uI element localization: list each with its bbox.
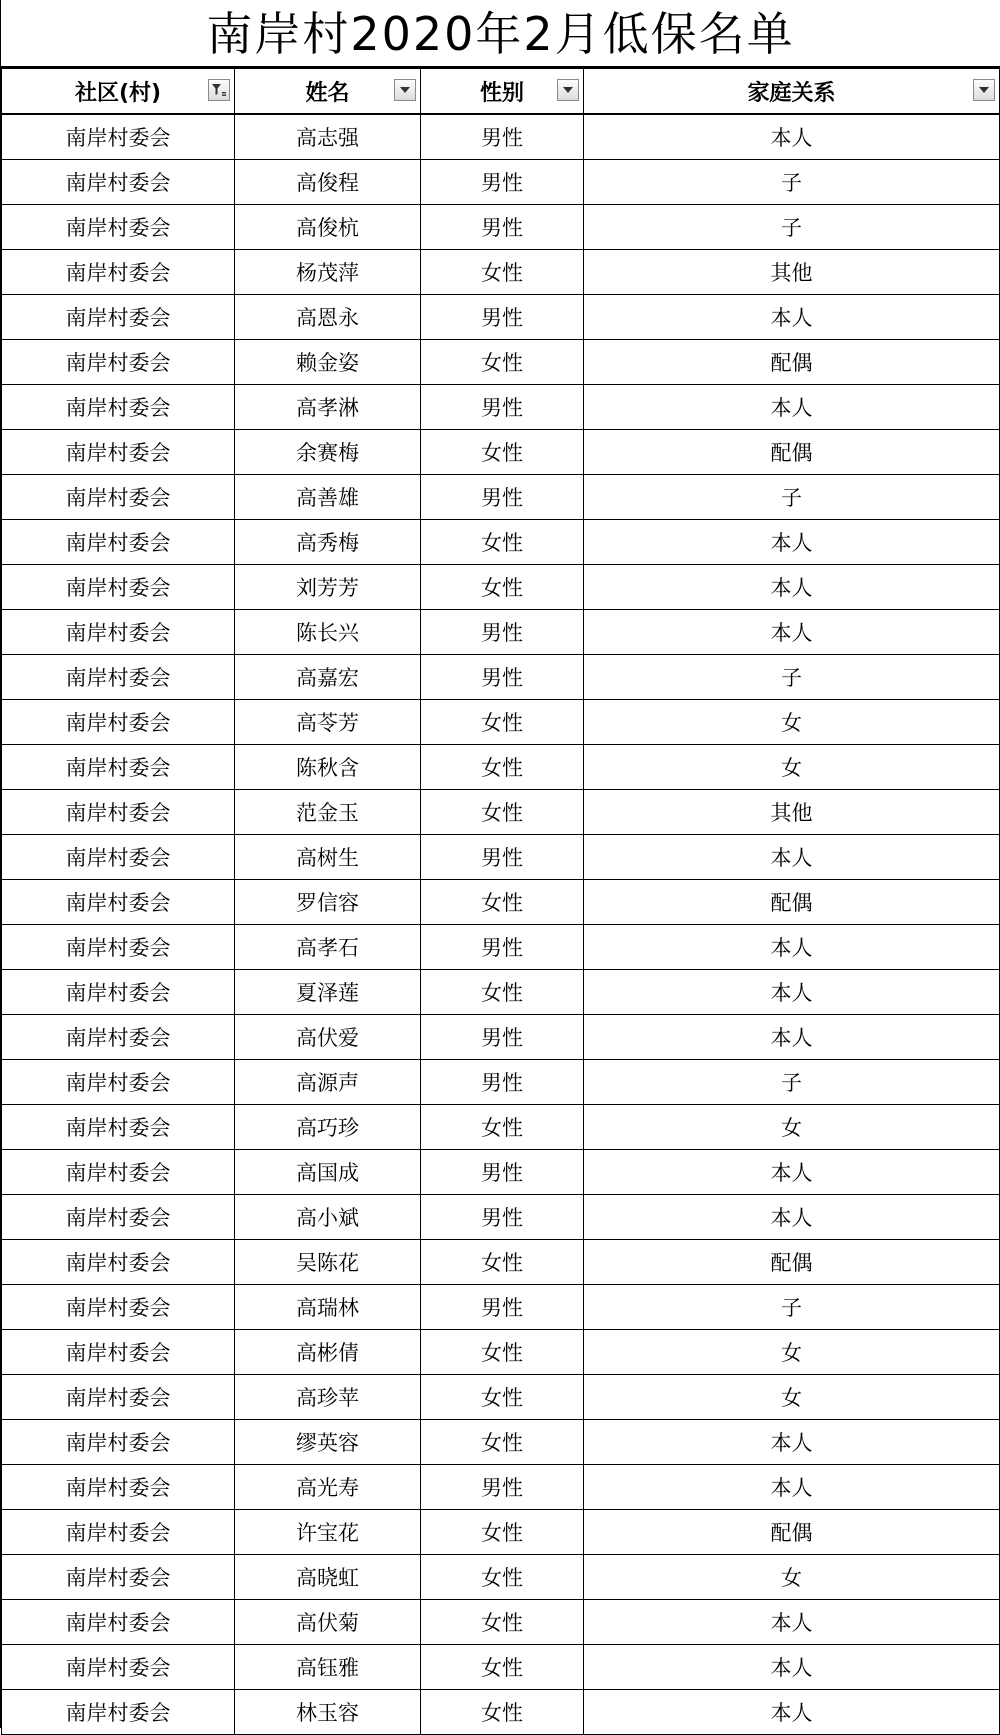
cell-gender[interactable]: 女性 [421,565,584,610]
cell-name[interactable]: 高恩永 [235,295,421,340]
table-row [2,385,1000,430]
column-header-label: 家庭关系 [747,80,836,106]
cell-gender[interactable]: 女性 [421,340,584,385]
cell-community[interactable]: 南岸村委会 [2,475,235,520]
cell-name[interactable]: 高伏菊 [235,1600,421,1645]
cell-gender[interactable]: 女性 [421,745,584,790]
cell-community[interactable]: 南岸村委会 [2,340,235,385]
cell-gender[interactable]: 女性 [421,880,584,925]
column-header-gender [421,69,584,115]
cell-relation[interactable]: 配偶 [584,1510,1000,1555]
cell-community[interactable]: 南岸村委会 [2,114,235,160]
cell-relation[interactable]: 女 [584,700,1000,745]
cell-gender[interactable]: 男性 [421,1150,584,1195]
cell-gender[interactable]: 男性 [421,385,584,430]
cell-relation[interactable]: 本人 [584,610,1000,655]
table-row [2,1015,1000,1060]
cell-name[interactable]: 夏泽莲 [235,970,421,1015]
cell-relation[interactable]: 本人 [584,1600,1000,1645]
cell-community[interactable]: 南岸村委会 [2,1600,235,1645]
table-row [2,610,1000,655]
table-row [2,790,1000,835]
cell-relation[interactable]: 本人 [584,835,1000,880]
cell-name[interactable]: 高孝淋 [235,385,421,430]
cell-community[interactable]: 南岸村委会 [2,565,235,610]
cell-gender[interactable]: 男性 [421,205,584,250]
cell-relation[interactable]: 本人 [584,1195,1000,1240]
table-row [2,565,1000,610]
cell-gender[interactable]: 女性 [421,1375,584,1420]
cell-name[interactable]: 高国成 [235,1150,421,1195]
table-row [2,250,1000,295]
cell-community[interactable]: 南岸村委会 [2,1285,235,1330]
cell-relation[interactable]: 女 [584,745,1000,790]
table-row [2,925,1000,970]
cell-community[interactable]: 南岸村委会 [2,1195,235,1240]
cell-gender[interactable]: 女性 [421,970,584,1015]
cell-gender[interactable]: 男性 [421,160,584,205]
table-row [2,1285,1000,1330]
cell-gender[interactable]: 女性 [421,1420,584,1465]
table-row [2,1240,1000,1285]
cell-name[interactable]: 高树生 [235,835,421,880]
cell-community[interactable]: 南岸村委会 [2,250,235,295]
cell-relation[interactable]: 本人 [584,1015,1000,1060]
column-header-label: 姓名 [305,80,350,106]
column-header-label: 性别 [479,80,524,106]
cell-gender[interactable]: 女性 [421,790,584,835]
cell-relation[interactable]: 本人 [584,1420,1000,1465]
cell-name[interactable]: 罗信容 [235,880,421,925]
table-row [2,1060,1000,1105]
cell-gender[interactable]: 女性 [421,430,584,475]
cell-relation[interactable]: 本人 [584,114,1000,160]
cell-gender[interactable]: 男性 [421,1465,584,1510]
table-row [2,430,1000,475]
cell-community[interactable]: 南岸村委会 [2,160,235,205]
cell-name[interactable]: 赖金姿 [235,340,421,385]
cell-gender[interactable]: 女性 [421,250,584,295]
cell-relation[interactable]: 配偶 [584,880,1000,925]
cell-relation[interactable]: 本人 [584,1690,1000,1735]
cell-relation[interactable]: 本人 [584,1645,1000,1690]
cell-community[interactable]: 南岸村委会 [2,700,235,745]
table-row [2,520,1000,565]
cell-gender[interactable]: 女性 [421,1600,584,1645]
cell-community[interactable]: 南岸村委会 [2,1690,235,1735]
cell-community[interactable]: 南岸村委会 [2,1060,235,1105]
cell-relation[interactable]: 本人 [584,520,1000,565]
cell-community[interactable]: 南岸村委会 [2,970,235,1015]
cell-relation[interactable]: 子 [584,655,1000,700]
cell-community[interactable]: 南岸村委会 [2,835,235,880]
column-header-community [2,69,235,115]
cell-name[interactable]: 余赛梅 [235,430,421,475]
cell-gender[interactable]: 男性 [421,835,584,880]
cell-name[interactable]: 范金玉 [235,790,421,835]
table-row [2,1150,1000,1195]
cell-community[interactable]: 南岸村委会 [2,745,235,790]
cell-relation[interactable]: 子 [584,160,1000,205]
cell-community[interactable]: 南岸村委会 [2,295,235,340]
cell-gender[interactable]: 男性 [421,1060,584,1105]
table-row [2,1195,1000,1240]
cell-name[interactable]: 高源声 [235,1060,421,1105]
cell-community[interactable]: 南岸村委会 [2,610,235,655]
cell-name[interactable]: 缪英容 [235,1420,421,1465]
cell-relation[interactable]: 子 [584,205,1000,250]
cell-community[interactable]: 南岸村委会 [2,385,235,430]
table-row [2,1375,1000,1420]
cell-gender[interactable]: 男性 [421,1015,584,1060]
table-row [2,1330,1000,1375]
table-row [2,700,1000,745]
table-row [2,160,1000,205]
cell-name[interactable]: 陈秋含 [235,745,421,790]
cell-community[interactable]: 南岸村委会 [2,1375,235,1420]
cell-relation[interactable]: 女 [584,1105,1000,1150]
header-row [2,69,1000,115]
cell-relation[interactable]: 女 [584,1375,1000,1420]
cell-gender[interactable]: 女性 [421,520,584,565]
cell-community[interactable]: 南岸村委会 [2,1420,235,1465]
cell-relation[interactable]: 子 [584,1060,1000,1105]
table-row [2,205,1000,250]
cell-relation[interactable]: 本人 [584,970,1000,1015]
cell-gender[interactable]: 女性 [421,1510,584,1555]
cell-name[interactable]: 刘芳芳 [235,565,421,610]
cell-community[interactable]: 南岸村委会 [2,1645,235,1690]
column-header-name [235,69,421,115]
sheet-title: 南岸村2020年2月低保名单 [1,0,1000,68]
cell-name[interactable]: 高光寿 [235,1465,421,1510]
cell-name[interactable]: 高彬倩 [235,1330,421,1375]
column-header-label: 社区(村) [74,80,162,106]
cell-gender[interactable]: 女性 [421,1645,584,1690]
table-row [2,114,1000,160]
cell-community[interactable]: 南岸村委会 [2,925,235,970]
cell-community[interactable]: 南岸村委会 [2,1510,235,1555]
cell-community[interactable]: 南岸村委会 [2,205,235,250]
table-row [2,1645,1000,1690]
cell-gender[interactable]: 女性 [421,1240,584,1285]
table-row [2,295,1000,340]
cell-name[interactable]: 高瑞林 [235,1285,421,1330]
cell-community[interactable]: 南岸村委会 [2,1240,235,1285]
cell-community[interactable]: 南岸村委会 [2,1330,235,1375]
cell-name[interactable]: 高俊杭 [235,205,421,250]
table-row [2,835,1000,880]
table-row [2,1420,1000,1465]
cell-gender[interactable]: 男性 [421,610,584,655]
cell-relation[interactable]: 本人 [584,295,1000,340]
table-row [2,655,1000,700]
cell-name[interactable]: 高晓虹 [235,1555,421,1600]
cell-relation[interactable]: 子 [584,475,1000,520]
cell-relation[interactable]: 配偶 [584,1240,1000,1285]
cell-community[interactable]: 南岸村委会 [2,520,235,565]
column-header-relation [584,69,1000,115]
table-body [2,114,1000,1735]
cell-relation[interactable]: 女 [584,1555,1000,1600]
cell-name[interactable]: 高善雄 [235,475,421,520]
dropdown-arrow-icon[interactable] [557,79,579,101]
cell-name[interactable]: 吴陈花 [235,1240,421,1285]
cell-relation[interactable]: 本人 [584,1150,1000,1195]
cell-relation[interactable]: 子 [584,1285,1000,1330]
filter-active-icon[interactable] [208,79,230,101]
cell-name[interactable]: 高志强 [235,114,421,160]
cell-gender[interactable]: 男性 [421,1285,584,1330]
cell-relation[interactable]: 配偶 [584,430,1000,475]
dropdown-arrow-icon[interactable] [973,79,995,101]
table-row [2,745,1000,790]
cell-community[interactable]: 南岸村委会 [2,1150,235,1195]
cell-name[interactable]: 高珍苹 [235,1375,421,1420]
table-row [2,1465,1000,1510]
cell-gender[interactable]: 女性 [421,1330,584,1375]
table-row [2,1105,1000,1150]
cell-community[interactable]: 南岸村委会 [2,1015,235,1060]
cell-gender[interactable]: 女性 [421,1555,584,1600]
cell-gender[interactable]: 男性 [421,925,584,970]
cell-name[interactable]: 高俊程 [235,160,421,205]
dropdown-arrow-icon[interactable] [394,79,416,101]
cell-community[interactable]: 南岸村委会 [2,430,235,475]
cell-gender[interactable]: 男性 [421,655,584,700]
cell-name[interactable]: 陈长兴 [235,610,421,655]
table-row [2,1510,1000,1555]
cell-community[interactable]: 南岸村委会 [2,1555,235,1600]
table-row [2,340,1000,385]
cell-gender[interactable]: 男性 [421,1195,584,1240]
cell-name[interactable]: 高嘉宏 [235,655,421,700]
cell-name[interactable]: 高秀梅 [235,520,421,565]
cell-name[interactable]: 高苓芳 [235,700,421,745]
cell-community[interactable]: 南岸村委会 [2,880,235,925]
cell-gender[interactable]: 女性 [421,700,584,745]
cell-name[interactable]: 高巧珍 [235,1105,421,1150]
cell-name[interactable]: 高孝石 [235,925,421,970]
cell-name[interactable]: 高钰雅 [235,1645,421,1690]
cell-relation[interactable]: 配偶 [584,340,1000,385]
cell-relation[interactable]: 本人 [584,565,1000,610]
cell-gender[interactable]: 男性 [421,475,584,520]
cell-gender[interactable]: 女性 [421,1690,584,1735]
cell-community[interactable]: 南岸村委会 [2,1465,235,1510]
cell-relation[interactable]: 本人 [584,925,1000,970]
cell-relation[interactable]: 其他 [584,250,1000,295]
cell-gender[interactable]: 男性 [421,114,584,160]
table-row [2,880,1000,925]
cell-community[interactable]: 南岸村委会 [2,655,235,700]
cell-relation[interactable]: 其他 [584,790,1000,835]
cell-name[interactable]: 杨茂萍 [235,250,421,295]
cell-name[interactable]: 高伏爱 [235,1015,421,1060]
table-row [2,1555,1000,1600]
cell-relation[interactable]: 本人 [584,1465,1000,1510]
cell-name[interactable]: 高小斌 [235,1195,421,1240]
cell-gender[interactable]: 女性 [421,1105,584,1150]
data-table [1,68,1000,1735]
cell-community[interactable]: 南岸村委会 [2,1105,235,1150]
cell-gender[interactable]: 男性 [421,295,584,340]
cell-name[interactable]: 许宝花 [235,1510,421,1555]
cell-community[interactable]: 南岸村委会 [2,790,235,835]
cell-name[interactable]: 林玉容 [235,1690,421,1735]
cell-relation[interactable]: 女 [584,1330,1000,1375]
table-row [2,970,1000,1015]
cell-relation[interactable]: 本人 [584,385,1000,430]
table-row [2,475,1000,520]
table-row [2,1600,1000,1645]
